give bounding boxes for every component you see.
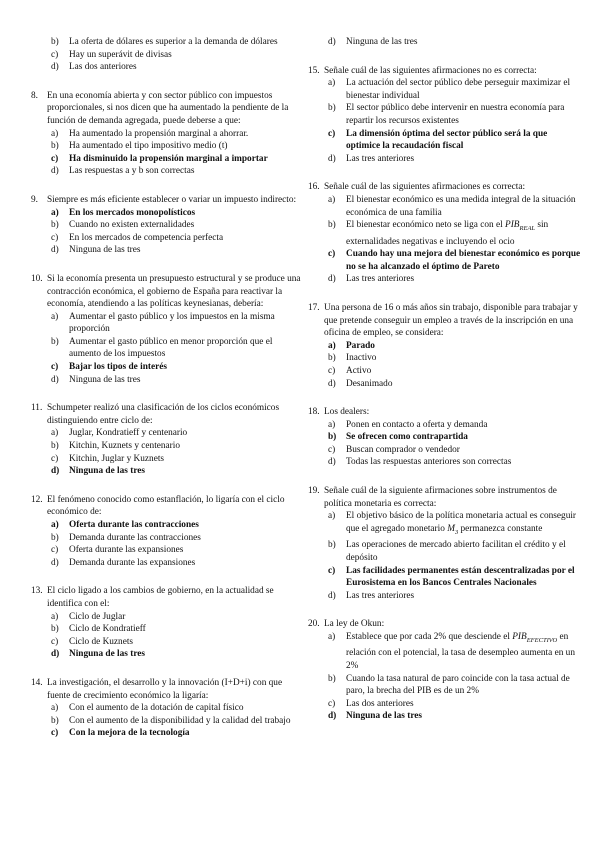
- answer-option: [31, 128, 301, 141]
- option-letter: d): [328, 457, 336, 468]
- option-letter: c): [328, 444, 336, 455]
- option-text: Bajar los tipos de interés: [69, 362, 167, 373]
- question-stem: [308, 485, 581, 510]
- option-text: [346, 510, 581, 539]
- option-letter: a): [328, 78, 336, 89]
- option-letter: c): [51, 728, 59, 739]
- question-number: 16.: [308, 182, 320, 193]
- answer-option: [308, 510, 581, 539]
- question-number: 18.: [308, 407, 320, 418]
- question-stem: [31, 585, 301, 610]
- option-letter: b): [51, 141, 59, 152]
- option-text: Se ofrecen como contrapartida: [346, 432, 468, 443]
- option-letter: b): [328, 540, 336, 551]
- option-text: [346, 219, 581, 248]
- question-text: Los dealers:: [324, 407, 370, 418]
- question-q9: [31, 194, 301, 257]
- left-column: [31, 36, 301, 740]
- question-number: 20.: [308, 619, 320, 630]
- math-symbol: PIB: [505, 220, 520, 231]
- answer-option: [308, 273, 581, 286]
- answer-option: [31, 440, 301, 453]
- option-text: Inactivo: [346, 353, 377, 364]
- answer-option: [31, 702, 301, 715]
- question-number: 8.: [31, 90, 38, 101]
- question-text: Una persona de 16 o más años sin trabajo, disponible para trabajar y que pretende conseguir un empleo a través de la inscripción en una oficina de empleo, se considera:: [324, 302, 578, 339]
- option-letter: b): [51, 37, 59, 47]
- option-text: Demanda durante las contracciones: [69, 532, 201, 543]
- option-text: El sector público debe intervenir en nuestra economía para repartir los recursos existentes: [346, 103, 565, 126]
- option-text: Cuando hay una mejora del bienestar económico es porque no se ha alcanzado el óptimo de Pareto: [346, 249, 581, 272]
- option-letter: a): [51, 128, 59, 139]
- math-subscript: REAL: [519, 224, 536, 232]
- question-text: Señale cuál de las siguientes afirmaciones es correcta:: [324, 182, 526, 193]
- option-text: Las dos anteriores: [346, 698, 414, 709]
- answer-option-correct: [31, 465, 301, 478]
- option-text: Ciclo de Kondratieff: [69, 624, 146, 635]
- option-text-post: sin externalidades negativas e incluyendo el ocio: [346, 220, 549, 247]
- option-letter: c): [328, 365, 336, 376]
- answer-option: [308, 365, 581, 378]
- answer-option-correct: [31, 519, 301, 532]
- option-text: Aumentar el gasto público y los impuestos en la misma proporción: [69, 311, 275, 335]
- option-text: Con el aumento de la disponibilidad y la calidad del trabajo: [69, 715, 291, 726]
- option-letter: a): [328, 631, 336, 642]
- option-text: Parado: [346, 340, 375, 351]
- option-text: La dimensión óptima del sector público será la que optimice la recaudación fiscal: [346, 128, 548, 152]
- answer-option: [308, 539, 581, 564]
- option-text: Las dos anteriores: [69, 62, 137, 73]
- question-stem: [31, 494, 301, 519]
- option-text: Oferta durante las contracciones: [69, 520, 199, 530]
- option-text: En los mercados de competencia perfecta: [69, 232, 224, 243]
- option-text: Ciclo de Juglar: [69, 611, 126, 622]
- option-text: Oferta durante las expansiones: [69, 545, 184, 556]
- question-number: 9.: [31, 194, 38, 205]
- answer-option: [31, 532, 301, 545]
- answer-option: [31, 544, 301, 557]
- answer-option: [308, 444, 581, 457]
- answer-option: [308, 194, 581, 219]
- answer-option-correct: [31, 648, 301, 661]
- answer-option: [308, 419, 581, 432]
- math-subscript: EFECTIVO: [526, 636, 558, 644]
- option-text: Con la mejora de la tecnología: [69, 728, 190, 739]
- answer-option: [31, 49, 301, 62]
- option-letter: a): [328, 194, 336, 205]
- option-letter: b): [328, 103, 336, 114]
- option-letter: d): [51, 649, 60, 660]
- answer-option-correct: [308, 128, 581, 153]
- option-text: Ninguna de las tres: [69, 649, 146, 660]
- question-text: Siempre es más eficiente establecer o variar un impuesto indirecto:: [47, 194, 297, 205]
- question-number: 12.: [31, 494, 43, 505]
- question-number: 14.: [31, 677, 43, 688]
- option-letter: c): [328, 128, 336, 139]
- option-text: Las facilidades permanentes están descentralizadas por el Eurosistema en los Bancos Centrales Nacionales: [346, 565, 575, 589]
- option-letter: d): [328, 37, 336, 47]
- option-text: Ha disminuido la propensión marginal a importar: [69, 153, 268, 164]
- option-text: Ninguna de las tres: [346, 711, 423, 722]
- option-text: Con el aumento de la dotación de capital físico: [69, 703, 244, 714]
- question-number: 11.: [31, 403, 43, 414]
- answer-option: [31, 623, 301, 636]
- option-letter: c): [328, 698, 336, 709]
- option-letter: d): [51, 466, 60, 477]
- option-text: Ponen en contacto a oferta y demanda: [346, 419, 488, 430]
- option-letter: c): [51, 545, 59, 556]
- answer-option: [308, 77, 581, 102]
- question-gap: [308, 602, 581, 618]
- question-number: 17.: [308, 302, 320, 313]
- answer-option-correct: [308, 431, 581, 444]
- option-letter: d): [328, 711, 337, 722]
- question-gap: [31, 661, 301, 677]
- option-text: Las tres anteriores: [346, 274, 415, 285]
- question-stem: [308, 618, 581, 631]
- question-q19: [308, 485, 581, 602]
- option-letter: d): [51, 62, 59, 73]
- answer-option: [31, 427, 301, 440]
- answer-option: [308, 378, 581, 391]
- answer-option-correct: [308, 710, 581, 723]
- question-q15: [308, 65, 581, 166]
- option-text: Las tres anteriores: [346, 590, 415, 601]
- question-q14: [31, 677, 301, 740]
- answer-option: [31, 636, 301, 649]
- answer-option: [308, 673, 581, 698]
- question-stem: [31, 402, 301, 427]
- answer-option-correct: [308, 248, 581, 273]
- question-stem: [308, 302, 581, 340]
- option-letter: c): [51, 232, 59, 243]
- question-q16: [308, 181, 581, 286]
- answer-option-correct: [31, 727, 301, 740]
- question-text: La ley de Okun:: [324, 619, 385, 630]
- answer-option: [308, 219, 581, 248]
- option-letter: b): [328, 432, 337, 443]
- question-number: 13.: [31, 586, 43, 597]
- option-text: Todas las respuestas anteriores son correctas: [346, 457, 512, 468]
- question-stem: [31, 273, 301, 311]
- answer-option: [31, 36, 301, 49]
- answer-option: [308, 698, 581, 711]
- question-text: En una economía abierta y con sector público con impuestos proporcionales, si nos dicen que ha aumentado la pendiente de la función de demanda agregada, puede deberse a que:: [47, 90, 289, 126]
- question-q11: [31, 402, 301, 478]
- option-letter: c): [51, 49, 59, 60]
- option-text: Ha aumentado el tipo impositivo medio (t): [69, 141, 228, 152]
- option-letter: a): [51, 520, 59, 530]
- answer-option-correct: [308, 565, 581, 590]
- question-q13: [31, 585, 301, 661]
- question-gap: [308, 469, 581, 485]
- option-letter: b): [51, 532, 59, 543]
- option-letter: d): [328, 153, 336, 164]
- option-text: Las tres anteriores: [346, 153, 415, 164]
- option-letter: b): [51, 624, 59, 635]
- question-gap: [31, 569, 301, 585]
- option-letter: a): [328, 419, 336, 430]
- option-letter: d): [51, 557, 59, 568]
- option-text: Buscan comprador o vendedor: [346, 444, 460, 455]
- option-text: Kitchin, Juglar y Kuznets: [69, 453, 165, 464]
- answer-option: [31, 715, 301, 728]
- question-gap: [308, 286, 581, 302]
- answer-option: [31, 61, 301, 74]
- option-text: En los mercados monopolísticos: [69, 207, 196, 218]
- question-text: Señale cuál de la siguiente afirmaciones sobre instrumentos de política monetaria es correcta:: [324, 486, 557, 509]
- option-text: [346, 631, 581, 673]
- question-continuation: [31, 36, 301, 74]
- answer-option: [308, 153, 581, 166]
- option-letter: d): [51, 245, 59, 256]
- answer-option: [31, 336, 301, 361]
- question-q10: [31, 273, 301, 386]
- option-letter: b): [328, 353, 336, 364]
- option-text: Hay un superávit de divisas: [69, 49, 172, 60]
- question-text: Si la economía presenta un presupuesto estructural y se produce una contracción económica, el gobierno de España para reactivar la economía, atendiendo a las políticas keynesianas, debería:: [47, 273, 301, 310]
- question-stem: [308, 65, 581, 78]
- option-letter: d): [51, 166, 59, 177]
- answer-option: [31, 165, 301, 178]
- option-text: Las operaciones de mercado abierto facilitan el crédito y el depósito: [346, 540, 566, 563]
- question-gap: [308, 390, 581, 406]
- option-letter: b): [328, 220, 336, 231]
- option-text-post: permanezca constante: [458, 523, 543, 534]
- answer-option: [308, 36, 581, 49]
- question-stem: [31, 194, 301, 207]
- question-q18: [308, 406, 581, 469]
- answer-option-correct: [308, 340, 581, 353]
- option-text: Cuando no existen externalidades: [69, 220, 195, 231]
- option-text: Ninguna de las tres: [69, 245, 141, 256]
- answer-option: [31, 453, 301, 466]
- option-text-post: en relación con el potencial, la tasa de desempleo aumenta en un 2%: [346, 631, 575, 671]
- option-letter: a): [328, 511, 336, 522]
- question-text: El ciclo ligado a los cambios de gobierno, en la actualidad se identifica con el:: [47, 586, 274, 609]
- option-text-pre: El bienestar económico neto se liga con el: [346, 220, 506, 231]
- option-text: Las respuestas a y b son correctas: [69, 166, 195, 177]
- option-text: Ninguna de las tres: [69, 374, 141, 385]
- option-text: Ciclo de Kuznets: [69, 636, 134, 647]
- question-q20: [308, 618, 581, 723]
- answer-option: [308, 590, 581, 603]
- option-letter: d): [328, 274, 336, 285]
- question-gap: [31, 386, 301, 402]
- answer-option: [31, 244, 301, 257]
- question-q8: [31, 90, 301, 178]
- option-letter: c): [51, 153, 59, 164]
- question-stem: [31, 90, 301, 128]
- question-text: El fenómeno conocido como estanflación, lo ligaría con el ciclo económico de:: [47, 494, 285, 518]
- option-letter: c): [51, 636, 59, 647]
- answer-option: [308, 352, 581, 365]
- option-text: Cuando la tasa natural de paro coincide con la tasa actual de paro, la brecha del PIB es de un 2%: [346, 673, 570, 697]
- option-letter: b): [51, 715, 59, 726]
- option-letter: a): [51, 611, 59, 622]
- question-q17: [308, 302, 581, 390]
- answer-option-correct: [31, 207, 301, 220]
- question-number: 15.: [308, 65, 320, 76]
- option-letter: a): [51, 703, 59, 714]
- math-symbol: PIB: [512, 631, 527, 642]
- option-text: Activo: [346, 365, 372, 376]
- math-subscript: 3: [454, 528, 459, 536]
- option-text: Kitchin, Kuznets y centenario: [69, 441, 181, 452]
- right-column: [308, 36, 581, 723]
- question-continuation: [308, 36, 581, 49]
- math-symbol: M: [447, 523, 455, 534]
- option-text: Ninguna de las tres: [69, 466, 146, 477]
- option-letter: a): [51, 311, 59, 322]
- option-letter: d): [51, 374, 59, 385]
- option-text-pre: Establece que por cada 2% que desciende el: [346, 631, 513, 642]
- option-letter: d): [328, 378, 336, 389]
- question-gap: [31, 257, 301, 273]
- question-stem: [308, 181, 581, 194]
- option-letter: b): [51, 220, 59, 231]
- option-text: Ha aumentado la propensión marginal a ahorrar.: [69, 128, 249, 139]
- option-letter: d): [328, 590, 336, 601]
- question-number: 19.: [308, 486, 320, 497]
- option-letter: a): [51, 207, 59, 218]
- answer-option: [31, 232, 301, 245]
- option-letter: b): [51, 336, 59, 347]
- question-gap: [308, 49, 581, 65]
- option-text: Desanimado: [346, 378, 393, 389]
- question-gap: [31, 478, 301, 494]
- question-gap: [31, 74, 301, 90]
- question-stem: [308, 406, 581, 419]
- option-letter: b): [51, 441, 59, 452]
- option-letter: c): [328, 249, 336, 260]
- option-text: Aumentar el gasto público en menor proporción que el aumento de los impuestos: [69, 336, 273, 360]
- question-text: Señale cuál de las siguientes afirmaciones no es correcta:: [324, 65, 537, 76]
- answer-option: [31, 611, 301, 624]
- option-letter: a): [51, 428, 59, 439]
- question-number: 10.: [31, 273, 43, 284]
- answer-option: [308, 456, 581, 469]
- question-text: La investigación, el desarrollo y la innovación (I+D+i) con que fuente de crecimiento económico la ligaría:: [47, 677, 283, 701]
- answer-option-correct: [31, 361, 301, 374]
- option-text: Demanda durante las expansiones: [69, 557, 196, 568]
- answer-option: [31, 557, 301, 570]
- option-text-pre: El objetivo básico de la política monetaria actual es conseguir que el agregado monetario: [346, 511, 577, 534]
- option-text: Juglar, Kondratieff y centenario: [69, 428, 188, 439]
- answer-option: [31, 219, 301, 232]
- option-text: La oferta de dólares es superior a la demanda de dólares: [69, 37, 278, 47]
- option-letter: b): [328, 673, 336, 684]
- option-text: La actuación del sector público debe perseguir maximizar el bienestar individual: [346, 78, 571, 101]
- question-text: Schumpeter realizó una clasificación de los ciclos económicos distinguiendo entre ciclo de:: [47, 403, 280, 426]
- option-letter: c): [51, 453, 59, 464]
- option-text: Ninguna de las tres: [346, 37, 418, 47]
- option-letter: c): [51, 362, 59, 373]
- answer-option-correct: [31, 153, 301, 166]
- option-letter: a): [328, 340, 336, 351]
- option-letter: c): [328, 565, 336, 576]
- question-stem: [31, 677, 301, 702]
- question-gap: [308, 165, 581, 181]
- answer-option: [308, 631, 581, 673]
- answer-option: [31, 311, 301, 336]
- option-text: El bienestar económico es una medida integral de la situación económica de una familia: [346, 194, 576, 218]
- answer-option: [31, 140, 301, 153]
- question-gap: [31, 178, 301, 194]
- question-q12: [31, 494, 301, 570]
- answer-option: [308, 102, 581, 127]
- answer-option: [31, 374, 301, 387]
